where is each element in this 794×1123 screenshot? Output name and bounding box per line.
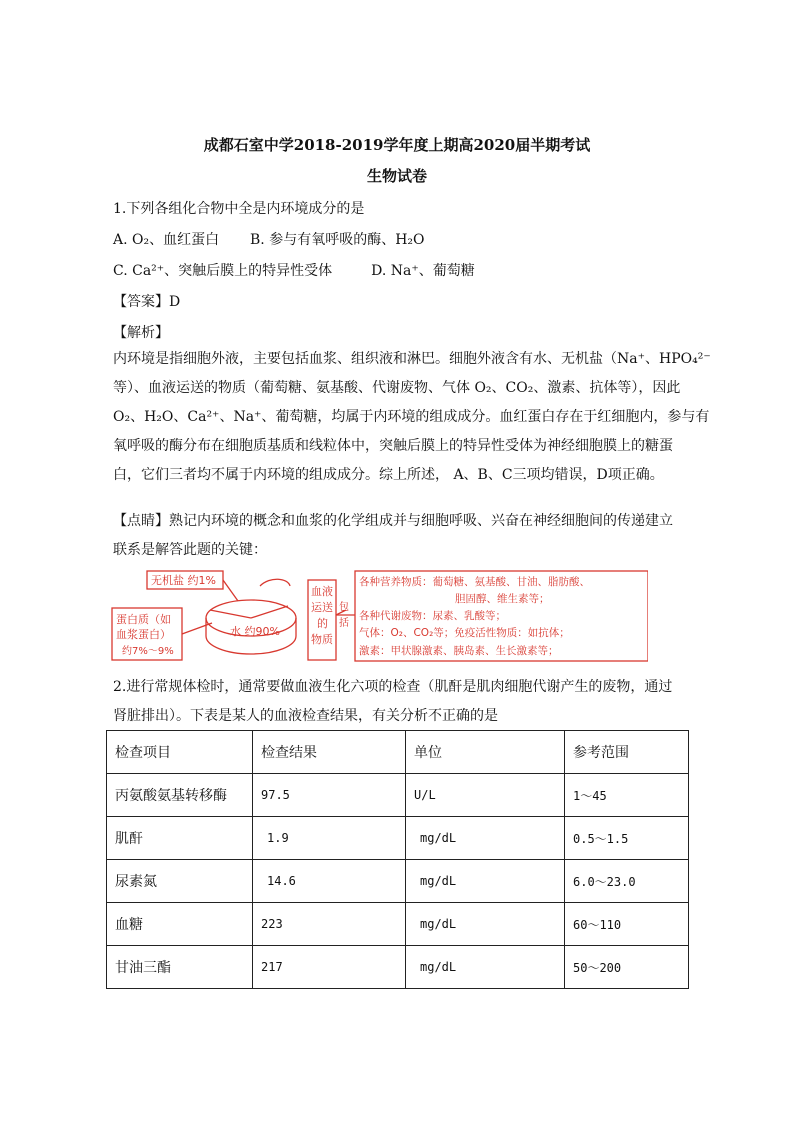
list-line-2: 胆固醇、维生素等；: [455, 593, 550, 605]
table-cell: mg/dL: [406, 817, 565, 860]
analysis-line: 氧呼吸的酶分布在细胞质基质和线粒体中，突触后膜上的特异性受体为神经细胞膜上的糖蛋: [113, 438, 673, 454]
table-cell: 0.5～1.5: [565, 817, 689, 860]
tip-line: 联系是解答此题的关键：: [113, 542, 267, 558]
table-cell: 14.6: [253, 860, 406, 903]
table-row: [107, 817, 689, 860]
table-header-row: [107, 731, 689, 774]
plasma-composition-diagram: [110, 568, 648, 663]
protein-label-2: 血浆蛋白）: [116, 628, 171, 641]
table-cell: 丙氨酸氨基转移酶: [107, 774, 253, 817]
table-cell: 217: [253, 946, 406, 989]
transported-label-1: 血液: [311, 585, 333, 598]
inorganic-salt-label: 无机盐 约1%: [151, 574, 216, 587]
question-1-options-ab: [113, 229, 693, 249]
protein-label-1: 蛋白质（如: [116, 613, 171, 626]
table-row: [107, 903, 689, 946]
option-c: C. Ca²⁺、突触后膜上的特异性受体: [113, 263, 333, 279]
list-line-5: 激素：甲状腺激素、胰岛素、生长激素等；: [359, 645, 559, 657]
table-cell: 血糖: [107, 903, 253, 946]
table-row: [107, 774, 689, 817]
transported-label-3: 的: [317, 617, 328, 630]
table-row: [107, 946, 689, 989]
analysis-line: 内环境是指细胞外液，主要包括血浆、组织液和淋巴。细胞外液含有水、无机盐（Na⁺、HPO₄²⁻: [113, 351, 711, 367]
question-2-line: 2.进行常规体检时，通常要做血液生化六项的检查（肌酐是肌肉细胞代谢产生的废物，通过: [113, 679, 673, 695]
question-1-stem: 1.下列各组化合物中全是内环境成分的是: [113, 201, 365, 217]
page-title: 成都石室中学2018-2019学年度上期高2020届半期考试: [203, 136, 591, 154]
table-header-cell: 检查项目: [107, 731, 253, 774]
question-2-stem: [113, 673, 693, 731]
table-cell: 肌酐: [107, 817, 253, 860]
option-b: B. 参与有氧呼吸的酶、H₂O: [250, 232, 425, 248]
table-header-cell: 参考范围: [565, 731, 689, 774]
analysis-label: 【解析】: [113, 325, 169, 341]
blood-test-table: [106, 730, 689, 989]
transported-label-4: 物质: [311, 633, 333, 646]
question-1-answer: 【答案】D: [113, 294, 181, 310]
question-2-line: 肾脏排出）。下表是某人的血液检查结果，有关分析不正确的是: [113, 708, 498, 724]
table-cell: 甘油三酯: [107, 946, 253, 989]
list-line-3: 各种代谢废物：尿素、乳酸等；: [359, 610, 506, 622]
option-d: D. Na⁺、葡萄糖: [371, 263, 475, 279]
tip-line: 【点睛】熟记内环境的概念和血浆的化学组成并与细胞呼吸、兴奋在神经细胞间的传递建立: [113, 513, 673, 529]
water-label: 水 约90%: [230, 625, 280, 638]
table-header-cell: 单位: [406, 731, 565, 774]
list-line-1: 各种营养物质：葡萄糖、氨基酸、甘油、脂肪酸、: [359, 576, 590, 588]
include-word-1: 包: [339, 602, 349, 613]
table-row: [107, 860, 689, 903]
analysis-line: 等）、血液运送的物质（葡萄糖、氨基酸、代谢废物、气体 O₂、CO₂、激素、抗体等），因此: [113, 380, 681, 396]
table-cell: 尿素氮: [107, 860, 253, 903]
table-cell: mg/dL: [406, 946, 565, 989]
table-cell: U/L: [406, 774, 565, 817]
list-line-4: 气体：O₂、CO₂等；免疫活性物质：如抗体；: [359, 627, 570, 639]
analysis-line: 白，它们三者均不属于内环境的组成成分。综上所述， A、B、C三项均错误，D项正确。: [113, 467, 664, 483]
analysis-paragraph: [113, 345, 711, 490]
table-cell: 1.9: [253, 817, 406, 860]
option-a: A. O₂、血红蛋白: [113, 232, 220, 248]
page-subtitle: 生物试卷: [366, 167, 427, 185]
include-word-2: 括: [339, 618, 349, 629]
table-cell: 50～200: [565, 946, 689, 989]
table-cell: 223: [253, 903, 406, 946]
transported-label-2: 运送: [311, 601, 333, 614]
table-cell: mg/dL: [406, 903, 565, 946]
question-1-options-cd: [113, 260, 693, 280]
table-cell: mg/dL: [406, 860, 565, 903]
table-cell: 1～45: [565, 774, 689, 817]
table-cell: 60～110: [565, 903, 689, 946]
protein-label-3: 约7%～9%: [122, 646, 174, 657]
table-cell: 6.0～23.0: [565, 860, 689, 903]
table-cell: 97.5: [253, 774, 406, 817]
table-header-cell: 检查结果: [253, 731, 406, 774]
tip-paragraph: [113, 507, 693, 565]
analysis-line: O₂、H₂O、Ca²⁺、Na⁺、葡萄糖，均属于内环境的组成成分。血红蛋白存在于红细胞内，参与有: [113, 409, 710, 425]
